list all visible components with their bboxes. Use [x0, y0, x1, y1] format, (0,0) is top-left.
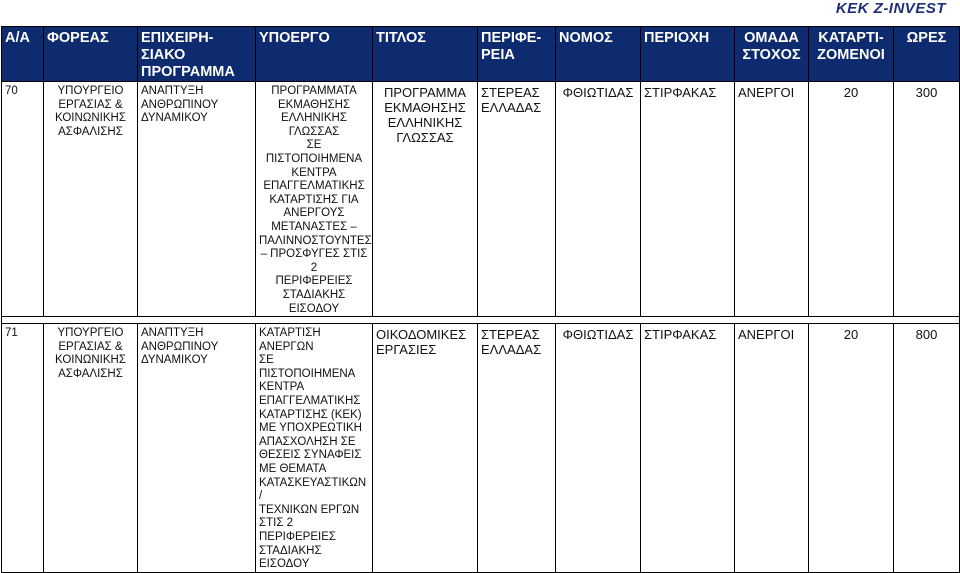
cell-perifereia: ΣΤΕΡΕΑΣ ΕΛΛΑΔΑΣ: [478, 324, 556, 573]
cell-aa: 70: [2, 82, 44, 317]
table-row: [2, 324, 960, 573]
header-nomos: ΝΟΜΟΣ: [556, 27, 641, 82]
cell-titlos: ΟΙΚΟΔΟΜΙΚΕΣ ΕΡΓΑΣΙΕΣ: [373, 324, 478, 573]
header-epixeirisiako: ΕΠΙΧΕΙΡΗ- ΣΙΑΚΟ ΠΡΟΓΡΑΜΜΑ: [138, 27, 256, 82]
header-titlos: ΤΙΤΛΟΣ: [373, 27, 478, 82]
cell-foreas: ΥΠΟΥΡΓΕΙΟ ΕΡΓΑΣΙΑΣ & ΚΟΙΝΩΝΙΚΗΣ ΑΣΦΑΛΙΣΗΣ: [44, 82, 138, 317]
cell-nomos: ΦΘΙΩΤΙΔΑΣ: [556, 324, 641, 573]
header-foreas: ΦΟΡΕΑΣ: [44, 27, 138, 82]
header-ores: ΩΡΕΣ: [894, 27, 960, 82]
header-perifereia: ΠΕΡΙΦΕ- ΡΕΙΑ: [478, 27, 556, 82]
table-header: [2, 27, 960, 82]
cell-omada: ΑΝΕΡΓΟΙ: [735, 82, 809, 317]
header-ypoergo: ΥΠΟΕΡΓΟ: [256, 27, 373, 82]
brand-logo-text: KEK Z-INVEST: [835, 0, 946, 17]
cell-nomos: ΦΘΙΩΤΙΔΑΣ: [556, 82, 641, 317]
cell-epixeirisiako: ΑΝΑΠΤΥΞΗ ΑΝΘΡΩΠΙΝΟΥ ΔΥΝΑΜΙΚΟΥ: [138, 82, 256, 317]
header-omada: ΟΜΑΔΑ ΣΤΟΧΟΣ: [735, 27, 809, 82]
header-perioxi: ΠΕΡΙΟΧΗ: [641, 27, 735, 82]
cell-omada: ΑΝΕΡΓΟΙ: [735, 324, 809, 573]
cell-titlos: ΠΡΟΓΡΑΜΜΑ ΕΚΜΑΘΗΣΗΣ ΕΛΛΗΝΙΚΗΣ ΓΛΩΣΣΑΣ: [373, 82, 478, 317]
cell-foreas: ΥΠΟΥΡΓΕΙΟ ΕΡΓΑΣΙΑΣ & ΚΟΙΝΩΝΙΚΗΣ ΑΣΦΑΛΙΣΗΣ: [44, 324, 138, 573]
table-row: [2, 82, 960, 317]
cell-perifereia: ΣΤΕΡΕΑΣ ΕΛΛΑΔΑΣ: [478, 82, 556, 317]
cell-epixeirisiako: ΑΝΑΠΤΥΞΗ ΑΝΘΡΩΠΙΝΟΥ ΔΥΝΑΜΙΚΟΥ: [138, 324, 256, 573]
cell-perioxi: ΣΤΙΡΦΑΚΑΣ: [641, 324, 735, 573]
separator-cell: [2, 317, 960, 324]
programs-table: [1, 26, 960, 573]
cell-ypoergo: ΠΡΟΓΡΑΜΜΑΤΑ ΕΚΜΑΘΗΣΗΣ ΕΛΛΗΝΙΚΗΣ ΓΛΩΣΣΑΣ ΣΕ ΠΙΣΤΟΠΟΙΗΜΕΝΑ ΚΕΝΤΡΑ ΕΠΑΓΓΕΛΜΑΤΙΚΗΣ ΚΑΤΑΡΤΙΣΗΣ ΓΙΑ ΑΝΕΡΓΟΥΣ ΜΕΤΑΝΑΣΤΕΣ – ΠΑΛΙΝΝΟΣΤΟΥΝΤΕΣ – ΠΡΟΣΦΥΓΕΣ ΣΤΙΣ 2 ΠΕΡΙΦΕΡΕΙΕΣ ΣΤΑΔΙΑΚΗΣ ΕΙΣΟΔΟΥ: [256, 82, 373, 317]
cell-ypoergo: ΚΑΤΑΡΤΙΣΗ ΑΝΕΡΓΩΝ ΣΕ ΠΙΣΤΟΠΟΙΗΜΕΝΑ ΚΕΝΤΡΑ ΕΠΑΓΓΕΛΜΑΤΙΚΗΣ ΚΑΤΑΡΤΙΣΗΣ (ΚΕΚ) ΜΕ ΥΠΟΧΡΕΩΤΙΚΗ ΑΠΑΣΧΟΛΗΣΗ ΣΕ ΘΕΣΕΙΣ ΣΥΝΑΦΕΙΣ ΜΕ ΘΕΜΑΤΑ ΚΑΤΑΣΚΕΥΑΣΤΙΚΩΝ / ΤΕΧΝΙΚΩΝ ΕΡΓΩΝ ΣΤΙΣ 2 ΠΕΡΙΦΕΡΕΙΕΣ ΣΤΑΔΙΑΚΗΣ ΕΙΣΟΔΟΥ: [256, 324, 373, 573]
cell-ores: 300: [894, 82, 960, 317]
header-katartizomenoi: ΚΑΤΑΡΤΙ- ΖΟΜΕΝΟΙ: [809, 27, 894, 82]
header-aa: Α/Α: [2, 27, 44, 82]
cell-katartizomenoi: 20: [809, 324, 894, 573]
cell-ores: 800: [894, 324, 960, 573]
cell-perioxi: ΣΤΙΡΦΑΚΑΣ: [641, 82, 735, 317]
cell-katartizomenoi: 20: [809, 82, 894, 317]
row-separator: [2, 317, 960, 324]
cell-aa: 71: [2, 324, 44, 573]
